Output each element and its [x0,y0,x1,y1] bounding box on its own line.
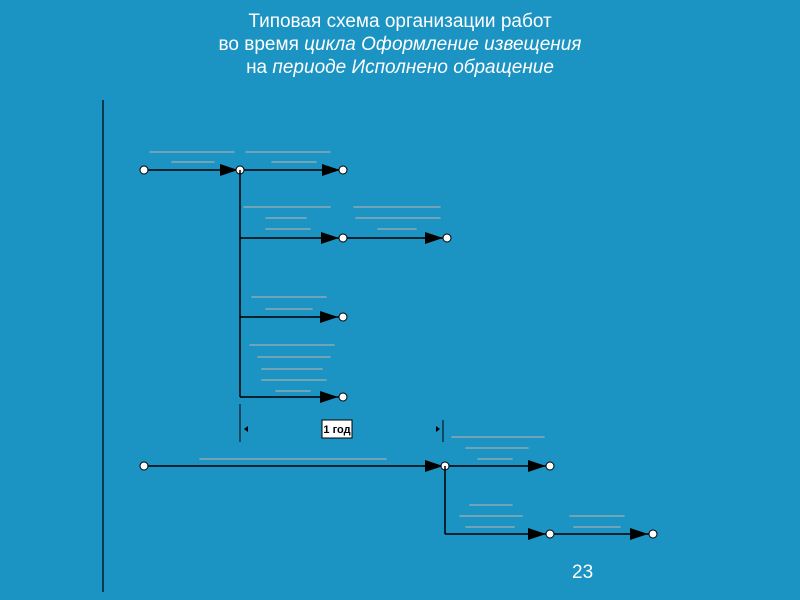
node-start-top [140,166,148,174]
node-bottom-branch-mid [546,530,554,538]
title-line-1: Типовая схема организации работ [248,11,552,32]
title-line-2-plain: во время [218,34,305,55]
node-top-end [339,166,347,174]
page-number: 23 [572,562,594,583]
title-line-3-italic: периоде Исполнено обращение [272,57,554,78]
arrowhead [425,460,443,472]
arrowhead [528,460,546,472]
arrowhead [320,391,338,403]
title-line-2-italic: цикла Оформление извещения [304,34,582,55]
node-branch-3-end [339,393,347,401]
title-line-3-plain: на [246,57,273,78]
arrowhead [220,164,238,176]
node-bottom-branch-end [649,530,657,538]
arrowhead [322,164,340,176]
arrowhead [528,528,546,540]
timeline-arrow-right [436,426,440,432]
node-bottom-end [546,462,554,470]
node-branch-1-end [443,234,451,242]
node-branch-2-end [339,313,347,321]
arrowhead [320,311,338,323]
node-branch-1-mid [339,234,347,242]
timeline-label: 1 год [323,424,351,436]
node-start-bottom [140,462,148,470]
arrowhead [425,232,443,244]
timeline-arrow-left [244,426,248,432]
arrowhead [630,528,648,540]
arrowhead [321,232,339,244]
